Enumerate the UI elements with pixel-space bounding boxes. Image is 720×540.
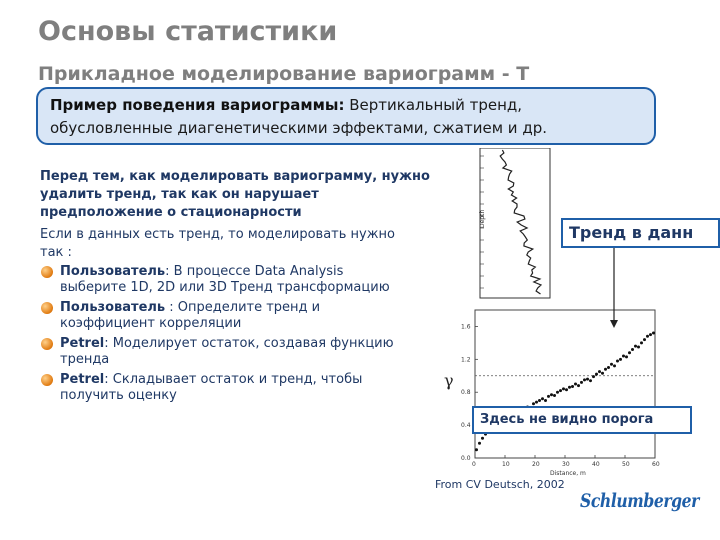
variogram-point: [580, 381, 583, 384]
callout-text: Вертикальный тренд, обусловленные диагенетическими эффектами, сжатием и др.: [50, 96, 547, 137]
x-tick-label: 50: [622, 461, 630, 468]
variogram-point: [547, 395, 550, 398]
step-actor: Пользователь: [60, 300, 166, 315]
schlumberger-logo: Schlumberger: [580, 490, 699, 512]
variogram-point: [643, 338, 646, 341]
variogram-point: [550, 393, 553, 396]
y-tick-label: 1.2: [461, 356, 471, 364]
x-tick-label: 0: [472, 461, 476, 468]
steps-list: [40, 264, 400, 408]
bullet-dot-icon: [41, 374, 53, 386]
source-citation: From CV Deutsch, 2002: [435, 478, 565, 491]
y-tick-label: 1.6: [461, 323, 471, 331]
step-actor: Пользователь: [60, 264, 166, 279]
variogram-point: [601, 372, 604, 375]
x-tick-label: 30: [562, 461, 570, 468]
variogram-point: [649, 333, 652, 336]
step-actor: Petrel: [60, 336, 105, 351]
variogram-plot: [444, 310, 660, 477]
variogram-point: [616, 359, 619, 362]
variogram-point: [568, 386, 571, 389]
slide-subtitle: Прикладное моделирование вариограмм - Т: [38, 63, 530, 85]
variogram-point: [592, 375, 595, 378]
plot-frame: [475, 310, 655, 458]
y-tick-label: 0.4: [461, 422, 471, 430]
variogram-point: [478, 442, 481, 445]
variogram-point: [634, 345, 637, 348]
slide-title: Основы статистики: [38, 16, 338, 47]
variogram-point: [559, 389, 562, 392]
gamma-symbol: γ: [444, 371, 454, 390]
variogram-point: [562, 387, 565, 390]
variogram-point: [538, 399, 541, 402]
variogram-point: [652, 332, 655, 335]
variogram-point: [535, 401, 538, 404]
step-text: : Моделирует остаток, создавая функцию тренда: [60, 336, 394, 367]
list-item: [40, 336, 400, 368]
no-sill-label: Здесь не видно порога: [472, 406, 692, 434]
x-tick-label: 40: [592, 461, 600, 468]
variogram-point: [481, 437, 484, 440]
bullet-dot-icon: [41, 302, 53, 314]
variogram-point: [610, 363, 613, 366]
step-text: : Определите тренд и коэффициент корреляции: [60, 300, 321, 331]
trend-label: Тренд в данн: [561, 218, 720, 248]
variogram-point: [586, 378, 589, 381]
variogram-point: [598, 370, 601, 373]
step-actor: Petrel: [60, 372, 105, 387]
variogram-point: [637, 346, 640, 349]
variogram-point: [574, 383, 577, 386]
variogram-point: [622, 355, 625, 358]
x-tick-label: 60: [652, 461, 660, 468]
variogram-point: [544, 399, 547, 402]
bullet-dot-icon: [41, 338, 53, 350]
variogram-point: [640, 341, 643, 344]
variogram-point: [607, 366, 610, 369]
x-axis-label: Distance, m: [550, 470, 586, 477]
variogram-point: [571, 385, 574, 388]
intro-paragraph: Если в данных есть тренд, то моделировать нужно так :: [40, 227, 395, 260]
variogram-point: [613, 364, 616, 367]
variogram-point: [625, 355, 628, 358]
list-item: [40, 372, 400, 404]
y-tick-label: 0.0: [461, 455, 471, 462]
list-item: [40, 300, 400, 332]
variogram-point: [619, 358, 622, 361]
variogram-point: [577, 384, 580, 387]
variogram-point: [589, 379, 592, 382]
variogram-point: [595, 373, 598, 376]
variogram-point: [604, 368, 607, 371]
well-log-thumbnail: [479, 148, 550, 298]
step-text: : В процессе Data Analysis выберите 1D, 2D или 3D Тренд трансформацию: [60, 264, 390, 295]
example-callout: [36, 87, 656, 145]
bullet-dot-icon: [41, 266, 53, 278]
variogram-point: [541, 397, 544, 400]
step-text: : Складывает остаток и тренд, чтобы получить оценку: [60, 372, 363, 403]
variogram-point: [532, 402, 535, 405]
variogram-point: [556, 391, 559, 394]
svg-text:Depth: Depth: [479, 209, 486, 228]
lead-paragraph: Перед тем, как моделировать вариограмму, нужно удалить тренд, так как он нарушает предположение о стационарности: [40, 169, 430, 220]
variogram-point: [475, 448, 478, 451]
variogram-point: [553, 394, 556, 397]
x-tick-label: 20: [532, 461, 540, 468]
list-item: [40, 264, 400, 296]
variogram-point: [628, 351, 631, 354]
callout-heading: Пример поведения вариограммы:: [50, 96, 345, 114]
variogram-point: [565, 388, 568, 391]
variogram-point: [631, 348, 634, 351]
variogram-point: [646, 335, 649, 338]
x-tick-label: 10: [502, 461, 510, 468]
variogram-point: [583, 378, 586, 381]
y-tick-label: 0.8: [461, 389, 471, 397]
